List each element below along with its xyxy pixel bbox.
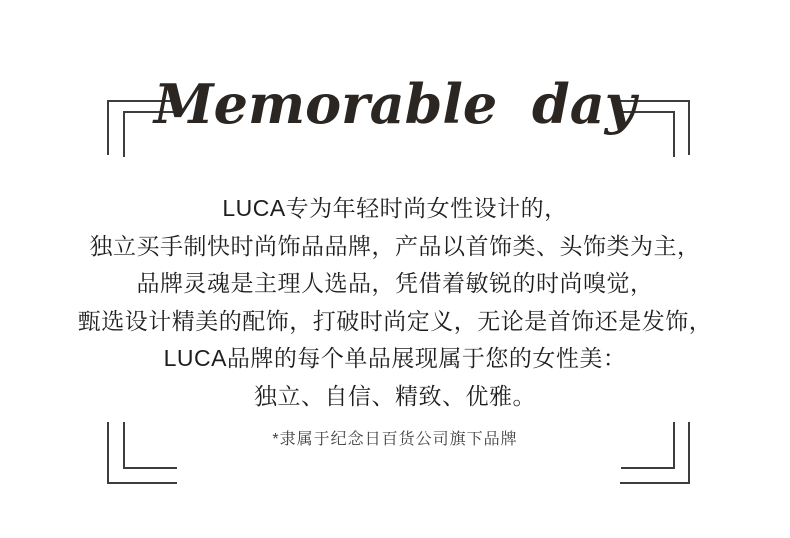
intro-line: 品牌灵魂是主理人选品，凭借着敏锐的时尚嗅觉， xyxy=(136,270,654,296)
brand-intro-text xyxy=(0,190,790,415)
intro-line: 独立买手制快时尚饰品品牌，产品以首饰类、头饰类为主， xyxy=(89,232,701,259)
page-title: Memorable day xyxy=(153,72,637,136)
intro-line: 独立、自信、精致、优雅。 xyxy=(254,382,536,409)
intro-line: LUCA品牌的每个单品展现属于您的女性美： xyxy=(163,345,627,371)
intro-line: 甄选设计精美的配饰，打破时尚定义，无论是首饰还是发饰， xyxy=(77,307,713,334)
intro-line: LUCA专为年轻时尚女性设计的， xyxy=(222,195,568,221)
footnote: *隶属于纪念日百货公司旗下品牌 xyxy=(272,431,518,448)
